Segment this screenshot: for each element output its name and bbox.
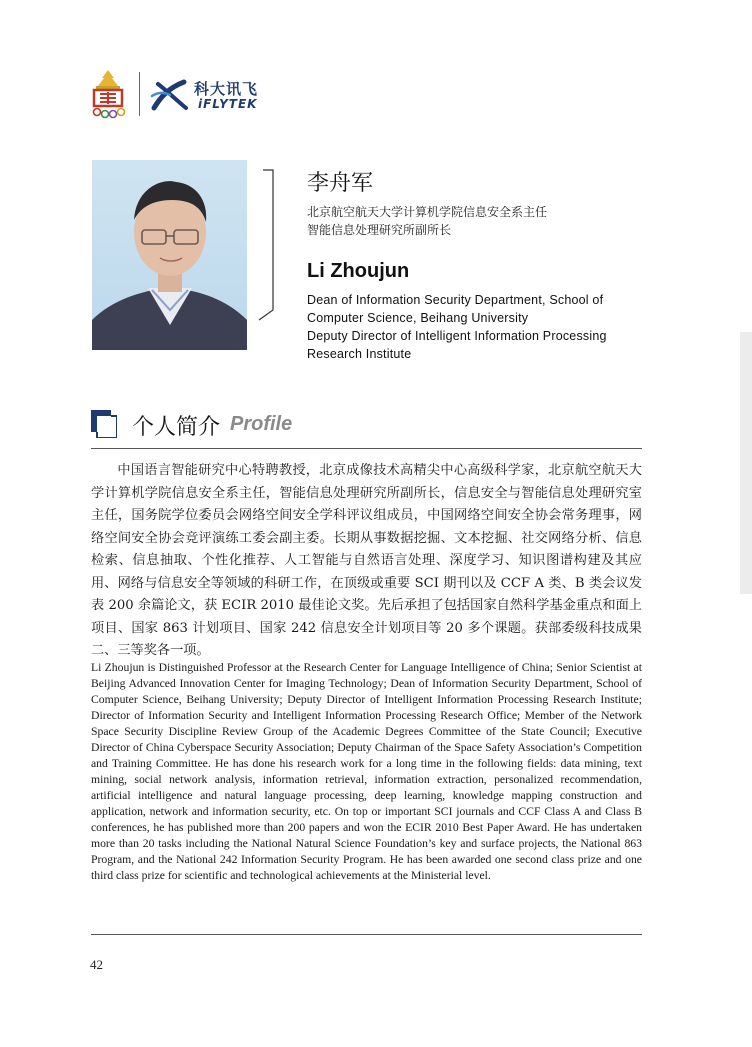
title-en-line: Deputy Director of Intelligent Information Processing [307, 329, 607, 343]
bottom-divider [91, 934, 642, 935]
brand-name-cn: 科大讯飞 [194, 80, 259, 98]
bio-paragraph-cn: 中国语言智能研究中心特聘教授，北京成像技术高精尖中心高级科学家，北京航空航天大学计算机学院信息安全系主任，智能信息处理研究所副所长，信息安全与智能信息处理研究室主任，国务院学位委员会网络空间安全学科评议组成员，中国网络空间安全协会常务理事，网络空间安全协会竞评演练工委会副主委。长期从事数据挖掘、文本挖掘、社交网络分析、信息检索、信息抽取、个性化推荐、人工智能与自然语言处理、深度学习、知识图谱构建及其应用、网络与信息安全等领域的科研工作，在顶级或重要 SCI 期刊以及 CCF A 类、B 类会议发表 200 余篇论文，获 ECIR 2010 最佳论文奖。先后承担了包括国家自然科学基金重点和面上项目、国家 863 计划项目、国家 242 信息安全计划项目等 20 多个课题。获部委级科技成果二、三等奖各一项。 [91, 463, 642, 658]
brand-name-en: iFLYTEK [198, 97, 258, 111]
section-heading-cn: 个人简介 [132, 415, 221, 440]
name-en: Li Zhoujun [307, 260, 410, 282]
title-cn-line: 北京航空航天大学计算机学院信息安全系主任 [307, 205, 548, 219]
title-en-line: Research Institute [307, 347, 412, 361]
name-cn: 李舟军 [307, 171, 374, 196]
heading-divider [91, 448, 642, 449]
university-seal-icon [88, 68, 128, 120]
title-en-line: Computer Science, Beihang University [307, 311, 529, 325]
profile-photo [92, 160, 247, 350]
iflytek-logo-icon [150, 78, 190, 112]
page-edge-tab [740, 332, 752, 594]
square-bullet-icon [91, 410, 117, 438]
bio-paragraph-en: Li Zhoujun is Distinguished Professor at the Research Center for Language Intelligence of China; Senior Scientist at Beijing Advanced Innovation Center for Imaging Technology; Dean of Information Security Department, School of Computer Science, Beihang University; Deputy Director of Intelligent Information Processing Research Institute; Director of Information Security and Intelligent Information Processing Research Office; Member of the Network Space Security Discipline Review Group of the Academic Degrees Committee of the State Council; Executive Director of China Cyberspace Security Association; Deputy Chairman of the Space Safety Association’s Competition and Training Committee. He has done his research work for a long time in the following fields: data mining, text mining, social network analysis, information retrieval, information extraction, personalized recommendation, artificial intelligence and natural language processing, deep learning, knowledge mapping construction and application, network and information security, etc. On top or important SCI journals and CCF Class A and Class B conferences, he has published more than 200 papers and won the ECIR 2010 Best Paper Award. He has undertaken more than 20 tasks including the National Natural Science Foundation’s key and surface projects, the National 863 Program, and the National 242 Information Security Program. He has been awarded one second class prize and one third class prize for scientific and technological achievements at the Ministerial level. [91, 661, 642, 882]
section-heading-en: Profile [230, 413, 293, 435]
page-number: 42 [90, 957, 103, 972]
photo-frame-bracket [263, 170, 273, 320]
logo-divider [139, 72, 140, 116]
title-cn-line: 智能信息处理研究所副所长 [307, 223, 452, 237]
title-en-line: Dean of Information Security Department, School of [307, 293, 604, 307]
